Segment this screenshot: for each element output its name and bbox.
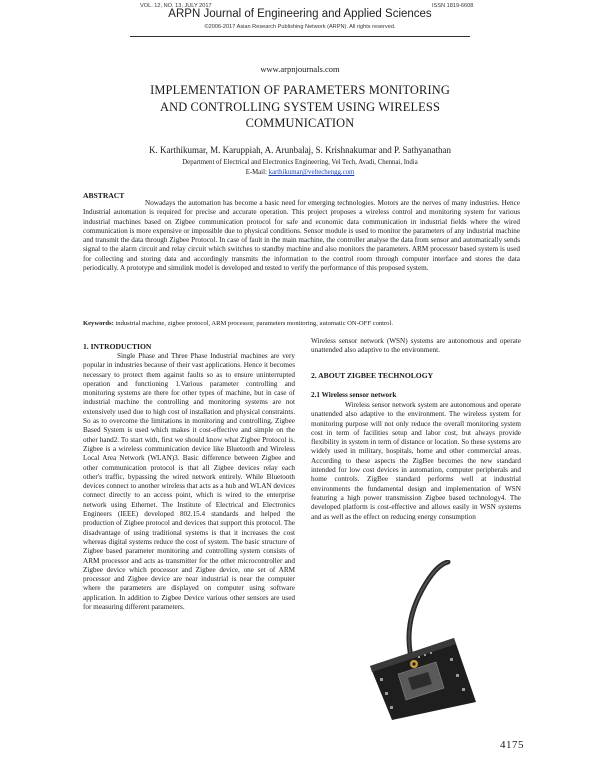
copyright-notice: ©2006-2017 Asian Research Publishing Network (ARPN). All rights reserved. [204,24,396,30]
journal-website[interactable]: www.arpnjournals.com [260,64,340,74]
authors: K. Karthikumar, M. Karuppiah, A. Arunbalaj, S. Krishnakumar and P. Sathyanathan [148,145,452,155]
email-line [60,169,540,176]
page-number: 4175 [500,739,524,751]
section-heading-zigbee: 2. ABOUT ZIGBEE TECHNOLOGY [311,371,434,380]
intro-continued-text: Wireless sensor network (WSN) systems are autonomous and operate unattended also adaptive to the environment. [311,337,521,355]
email-link[interactable]: karthikumar@veltechengg.com [268,169,355,176]
keywords-text: industrial machine, zigbee protocol, ARM processor, parameters monitoring, automatic ON-OFF control. [115,320,393,327]
introduction-text: Single Phase and Three Phase Industrial machines are very popular in industries because of their vast applications. Hence it becomes necessary to protect them against faults so as to ensure uninterrupted operation and functioning 1.Various parameter controlling and monitoring systems are there for other types of machine, but in case of industrial machine the controlling and monitoring systems are not extensively used due to high cost of installation and physical constraints. So as to overcome the limitations in monitoring and controlling, Zigbee Based System is used which makes it cost-effective and simple on the other hand2. To start with, first we should know what Zigbee Protocol is. Zigbee is a wireless communication device like Bluetooth and Wireless Local Area Network (WLAN)3. Basic difference between Zigbee and other communication protocol is that all Zigbee devices relay each other's traffic, bypassing the wired network entirely. While Bluetooth devices connect to another wireless that acts as a hub and WLAN devices connect directly to an access point, which is wired to the enterprise network using Ethernet. The Institute of Electrical and Electronics Engineers (IEEE) developed 802.15.4 standards and helped the production of Zigbee protocol and devices that support this protocol. The disadvantage of using traditional systems is that it increases the cost whereas digital systems reduce the cost of system. The basic structure of Zigbee based parameter monitoring and controlling system consists of ARM processor and acts as transmitter for the other microcontroller and Zigbee device which processor and Zigbee device, one set of ARM processor and Zigbee device are near industrial is near the computer where the parameters are displayed on computer using software application. In addition to Zigbee Device various other sensors are used for measuring different parameters. [83,352,295,612]
keywords-label: Keywords: [83,320,114,327]
subsection-heading-wsn: 2.1 Wireless sensor network [311,391,397,399]
issn: ISSN 1819-6608 [432,3,474,9]
abstract-heading: ABSTRACT [83,191,125,200]
keywords [83,319,520,328]
section-heading-introduction: 1. INTRODUCTION [83,342,152,351]
title-line: AND CONTROLLING SYSTEM USING WIRELESS [160,99,440,114]
affiliation: Department of Electrical and Electronics Engineering, Vel Tech, Avadi, Chennai, India [182,159,418,166]
zigbee-module-photo [352,560,492,720]
volume-info: VOL. 12, NO. 13, JULY 2017 [140,3,212,9]
title-line: COMMUNICATION [245,116,355,130]
title-line: IMPLEMENTATION OF PARAMETERS MONITORING [150,83,450,97]
journal-title: ARPN Journal of Engineering and Applied Sciences [168,8,432,20]
paper-title [90,82,510,132]
zigbee-module-illustration [352,560,492,720]
wsn-text: Wireless sensor network system are autonomous and operate unattended also adaptive to the environment. The wireless system for monitoring purpose will not only reduce the overall monitoring system cost in term of facilities setup and labor cost, but always provide flexibility in system in term of distance or location. So these systems are widely used in military, hospitals, home and other commercial areas. According to these aspects the ZigBee becomes the new standard intended for low cost devices in automation, computer peripherals and home controls. ZigBee standard performs well at industrial environments the fundamental design and implementation of WSN featuring a high power transmission Zigbee based technology4. The developed platform is cost-effective and allows easily in WSN systems and as well as the effect on reducing energy consumption [311,401,521,521]
header-divider [130,36,470,37]
abstract-text: Nowadays the automation has become a basic need for emerging technologies. Motors are the nerves of many industries. Hence Industrial automation is required for precise and accurate operation. This project proposes a wireless control and monitoring system for various industrial machines based on Zigbee communication protocol for safe and economic data communication in industrial fields where the wired communication is more expensive or impossible due to physical conditions. Sensor module is used to monitor the parameters of any industrial machine and transmit the data through Zigbee Protocol. In case of fault in the main machine, the controller analyse the data from sensor and automatically sends signal to the alarm circuit and relay circuit which switches to standby machine and also monitors the parameters. ARM processor based system is used for collecting and storing data and accordingly transmits the information to the control room through computer interface and stores the data periodically. A prototype and simulink model is developed and tested to verify the performance of this proposed system. [83,199,520,273]
email-label: E-Mail: [245,169,267,176]
